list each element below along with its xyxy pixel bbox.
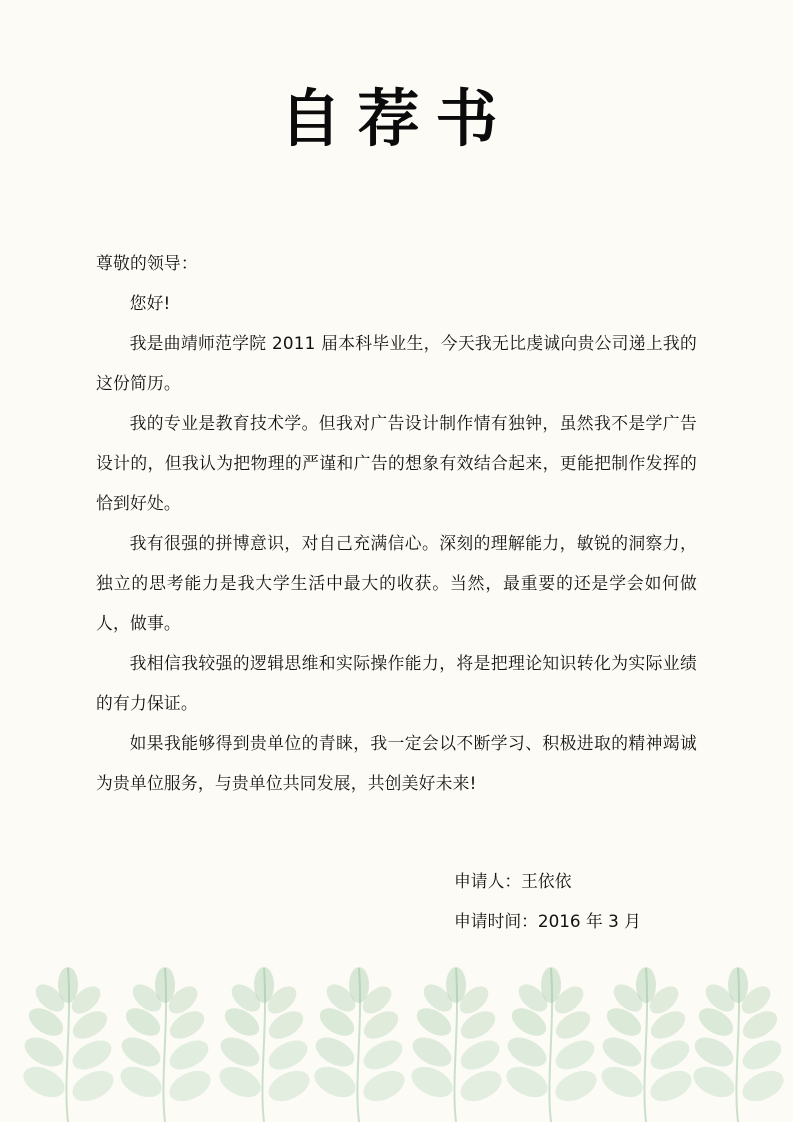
leaf-icon <box>551 1065 602 1108</box>
leaf-icon <box>646 1035 694 1076</box>
leaf-icon <box>690 1032 738 1073</box>
leaf-branch-icon <box>116 967 216 1122</box>
leaf-icon <box>602 1003 646 1042</box>
leaf-icon <box>407 1061 458 1104</box>
leaf-icon <box>609 979 648 1017</box>
paragraph-closing: 如果我能够得到贵单位的青睐，我一定会以不断学习、积极进取的精神竭诚为贵单位服务，与贵单位共同发展，共创美好未来! <box>96 733 697 793</box>
leaf-icon <box>359 1035 407 1076</box>
leaf-icon <box>315 1003 359 1042</box>
leaf-icon <box>645 981 684 1019</box>
leaf-icon <box>67 981 106 1019</box>
application-date: 申请时间：2016 年 3 月 <box>454 911 641 931</box>
leaf-branch-icon <box>407 967 507 1122</box>
leaf-icon <box>738 1035 786 1076</box>
leaf-icon <box>310 1061 361 1104</box>
leaf-icon <box>264 1006 308 1045</box>
leaf-icon <box>311 1032 359 1073</box>
leaf-branch-icon <box>597 967 697 1122</box>
leaf-icon <box>31 979 70 1017</box>
leaf-icon <box>694 1003 738 1042</box>
leaf-stem-icon <box>163 968 166 1122</box>
leaf-branch-icon <box>19 967 119 1122</box>
leaf-branch-icon <box>215 967 315 1122</box>
leaf-stem-icon <box>262 968 265 1122</box>
leaf-stem-icon <box>736 968 739 1122</box>
leaf-icon <box>738 1006 782 1045</box>
leaf-icon <box>701 979 740 1017</box>
leaf-icon <box>738 1065 789 1108</box>
applicant-name: 申请人：王依依 <box>454 871 572 891</box>
leaf-icon <box>502 1061 553 1104</box>
leaf-icon <box>507 1003 551 1042</box>
leaf-icon <box>68 1065 119 1108</box>
leaf-icon <box>165 1065 216 1108</box>
leaf-icon <box>550 981 589 1019</box>
leaf-icon <box>412 1003 456 1042</box>
leaf-icon <box>646 1065 697 1108</box>
leaf-icon <box>116 1061 167 1104</box>
leaf-icon <box>349 967 369 1003</box>
leaf-branch-icon <box>502 967 602 1122</box>
leaf-icon <box>121 1003 165 1042</box>
leaf-icon <box>220 1003 264 1042</box>
leaf-icon <box>165 1035 213 1076</box>
leaf-icon <box>689 1061 740 1104</box>
paragraph-logic: 我相信我较强的逻辑思维和实际操作能力，将是把理论知识转化为实际业绩的有力保证。 <box>96 653 697 713</box>
signature-block <box>454 861 641 941</box>
leaf-icon <box>728 967 748 1003</box>
leaf-icon <box>24 1003 68 1042</box>
leaf-icon <box>455 981 494 1019</box>
leaf-icon <box>215 1061 266 1104</box>
leaf-icon <box>456 1065 507 1108</box>
leaf-icon <box>551 1035 599 1076</box>
leaf-border-decoration <box>0 960 793 1122</box>
leaf-icon <box>456 1035 504 1076</box>
paragraph-greeting: 您好! <box>129 293 171 313</box>
paragraph-introduction: 我是曲靖师范学院 2011 届本科毕业生，今天我无比虔诚向贵公司递上我的这份简历。 <box>96 333 697 393</box>
leaf-icon <box>598 1032 646 1073</box>
leaf-icon <box>419 979 458 1017</box>
leaf-branch-icon <box>310 967 410 1122</box>
leaf-icon <box>165 1006 209 1045</box>
document-title: 自荐书 <box>279 82 514 155</box>
leaf-icon <box>646 1006 690 1045</box>
leaf-stem-icon <box>644 968 647 1122</box>
leaf-icon <box>155 967 175 1003</box>
leaf-stem-icon <box>357 968 360 1122</box>
leaf-icon <box>446 967 466 1003</box>
leaf-branch-icon <box>689 967 789 1122</box>
paragraph-major: 我的专业是教育技术学。但我对广告设计制作情有独钟，虽然我不是学广告设计的，但我认为把物理的严谨和广告的想象有效结合起来，更能把制作发挥的恰到好处。 <box>96 413 697 513</box>
leaf-icon <box>636 967 656 1003</box>
leaf-stem-icon <box>549 968 552 1122</box>
leaf-icon <box>263 981 302 1019</box>
salutation: 尊敬的领导： <box>96 253 198 273</box>
leaf-stem-icon <box>454 968 457 1122</box>
leaf-icon <box>541 967 561 1003</box>
leaf-icon <box>408 1032 456 1073</box>
leaf-icon <box>322 979 361 1017</box>
leaf-icon <box>264 1065 315 1108</box>
letter-body <box>96 243 697 803</box>
leaf-icon <box>20 1032 68 1073</box>
leaf-icon <box>358 981 397 1019</box>
leaf-icon <box>737 981 776 1019</box>
leaf-icon <box>164 981 203 1019</box>
leaf-icon <box>19 1061 70 1104</box>
leaf-icon <box>359 1065 410 1108</box>
leaf-stem-icon <box>66 968 69 1122</box>
leaf-icon <box>503 1032 551 1073</box>
leaf-icon <box>216 1032 264 1073</box>
leaf-icon <box>117 1032 165 1073</box>
leaf-icon <box>68 1006 112 1045</box>
leaf-icon <box>514 979 553 1017</box>
leaf-icon <box>551 1006 595 1045</box>
leaf-icon <box>68 1035 116 1076</box>
leaf-icon <box>456 1006 500 1045</box>
leaf-icon <box>227 979 266 1017</box>
leaf-icon <box>58 967 78 1003</box>
leaf-icon <box>128 979 167 1017</box>
leaf-icon <box>254 967 274 1003</box>
leaf-icon <box>597 1061 648 1104</box>
leaf-icon <box>359 1006 403 1045</box>
leaf-icon <box>264 1035 312 1076</box>
paragraph-abilities: 我有很强的拼博意识，对自己充满信心。深刻的理解能力，敏锐的洞察力，独立的思考能力是我大学生活中最大的收获。当然，最重要的还是学会如何做人，做事。 <box>96 533 697 633</box>
